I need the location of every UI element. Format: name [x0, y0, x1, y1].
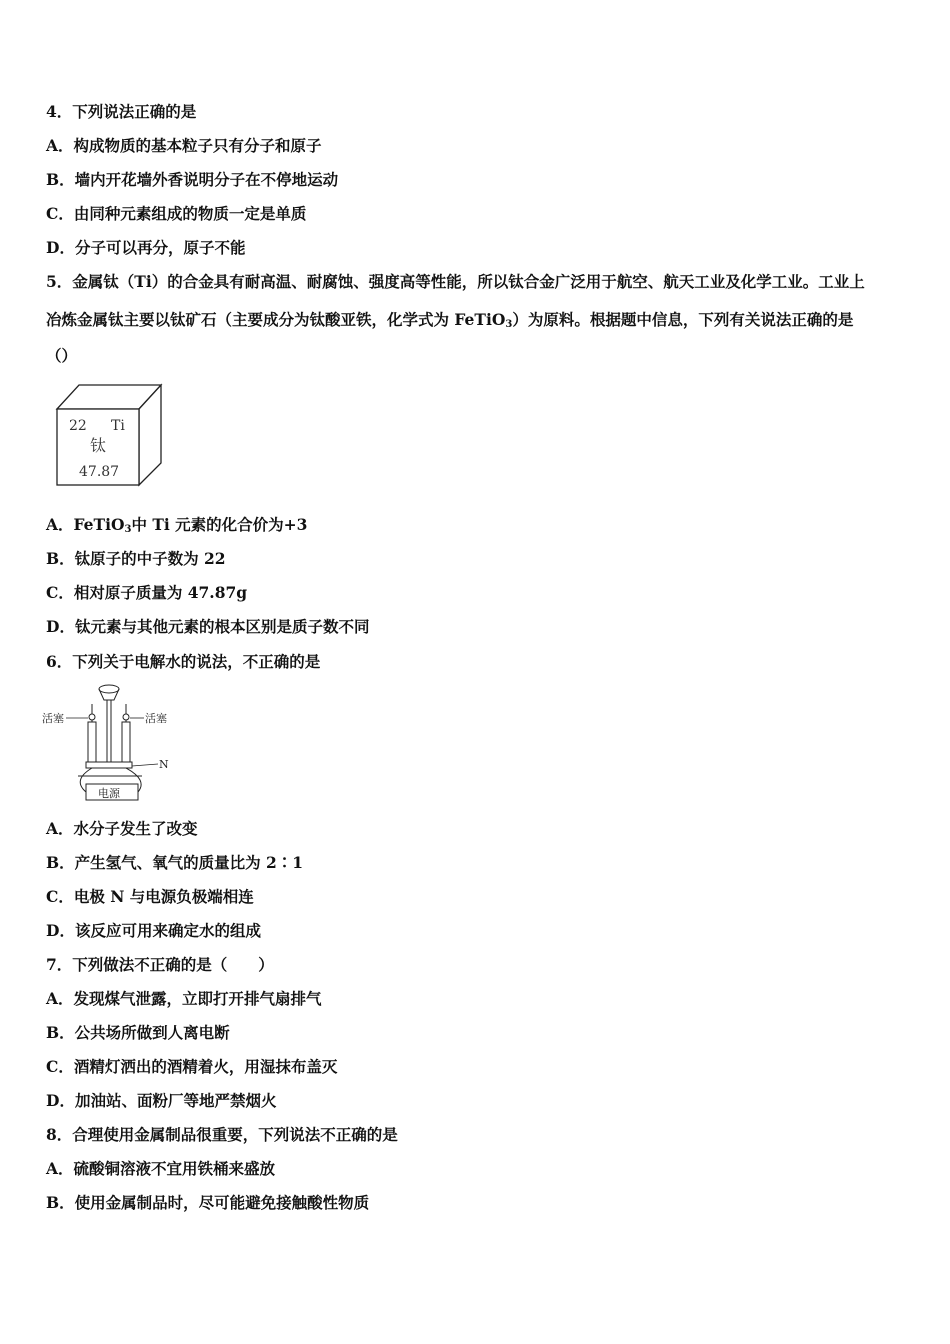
- q5-stem-line3: （）: [46, 346, 78, 365]
- q4-option-b: B．墙内开花墙外香说明分子在不停地运动: [46, 170, 339, 189]
- left-stopcock-label: 活塞: [42, 712, 64, 725]
- q5-option-a: [46, 515, 307, 540]
- q7-option-c: C．酒精灯洒出的酒精着火，用湿抹布盖灭: [46, 1057, 338, 1076]
- q7-option-b: B．公共场所做到人离电断: [46, 1023, 230, 1042]
- q7-stem: 7．下列做法不正确的是（ ）: [46, 955, 274, 974]
- q8-option-a: A．硫酸铜溶液不宜用铁桶来盛放: [46, 1159, 276, 1178]
- element-symbol: Ti: [111, 418, 125, 434]
- element-mass: 47.87: [79, 464, 120, 480]
- power-label: 电源: [98, 787, 120, 800]
- q6-option-d: D．该反应可用来确定水的组成: [46, 921, 261, 940]
- q5-stem-line2-sub: 3: [505, 319, 513, 330]
- element-card-titanium: [55, 383, 165, 491]
- q5-stem-line2-pre: 冶炼金属钛主要以钛矿石（主要成分为钛酸亚铁，化学式为 FeTiO: [46, 310, 506, 329]
- q5-option-a-post: 中 Ti 元素的化合价为+3: [131, 515, 308, 534]
- q5-stem-line2: [46, 310, 853, 335]
- q5-option-d: D．钛元素与其他元素的根本区别是质子数不同: [46, 617, 370, 636]
- q5-option-a-sub: 3: [124, 524, 132, 535]
- right-stopcock-label: 活塞: [145, 712, 167, 725]
- electrode-n-label: N: [159, 758, 169, 771]
- element-name: 钛: [90, 436, 107, 455]
- q5-stem-line2-post: ）为原料。根据题中信息，下列有关说法正确的是: [512, 310, 854, 329]
- q8-stem: 8．合理使用金属制品很重要，下列说法不正确的是: [46, 1125, 398, 1144]
- q4-stem: 4．下列说法正确的是: [46, 102, 197, 121]
- q5-stem-line1: 5．金属钛（Ti）的合金具有耐高温、耐腐蚀、强度高等性能，所以钛合金广泛用于航空、航天工业及化学工业。工业上: [46, 272, 865, 291]
- q5-option-c: C．相对原子质量为 47.87g: [46, 583, 248, 602]
- q4-option-a: A．构成物质的基本粒子只有分子和原子: [46, 136, 322, 155]
- q8-option-b: B．使用金属制品时，尽可能避免接触酸性物质: [46, 1193, 370, 1212]
- q6-option-c: C．电极 N 与电源负极端相连: [46, 887, 254, 906]
- q7-option-d: D．加油站、面粉厂等地严禁烟火: [46, 1091, 277, 1110]
- q6-option-a: A．水分子发生了改变: [46, 819, 198, 838]
- q6-stem: 6．下列关于电解水的说法，不正确的是: [46, 652, 321, 671]
- electrolysis-apparatus-diagram: [42, 680, 182, 806]
- q4-option-c: C．由同种元素组成的物质一定是单质: [46, 204, 307, 223]
- q4-option-d: D．分子可以再分，原子不能: [46, 238, 246, 257]
- q6-option-b: B．产生氢气、氧气的质量比为 2∶1: [46, 853, 304, 872]
- q7-option-a: A．发现煤气泄露，立即打开排气扇排气: [46, 989, 322, 1008]
- element-number: 22: [69, 418, 87, 434]
- q5-option-b: B．钛原子的中子数为 22: [46, 549, 226, 568]
- q5-option-a-pre: A．FeTiO: [46, 515, 125, 534]
